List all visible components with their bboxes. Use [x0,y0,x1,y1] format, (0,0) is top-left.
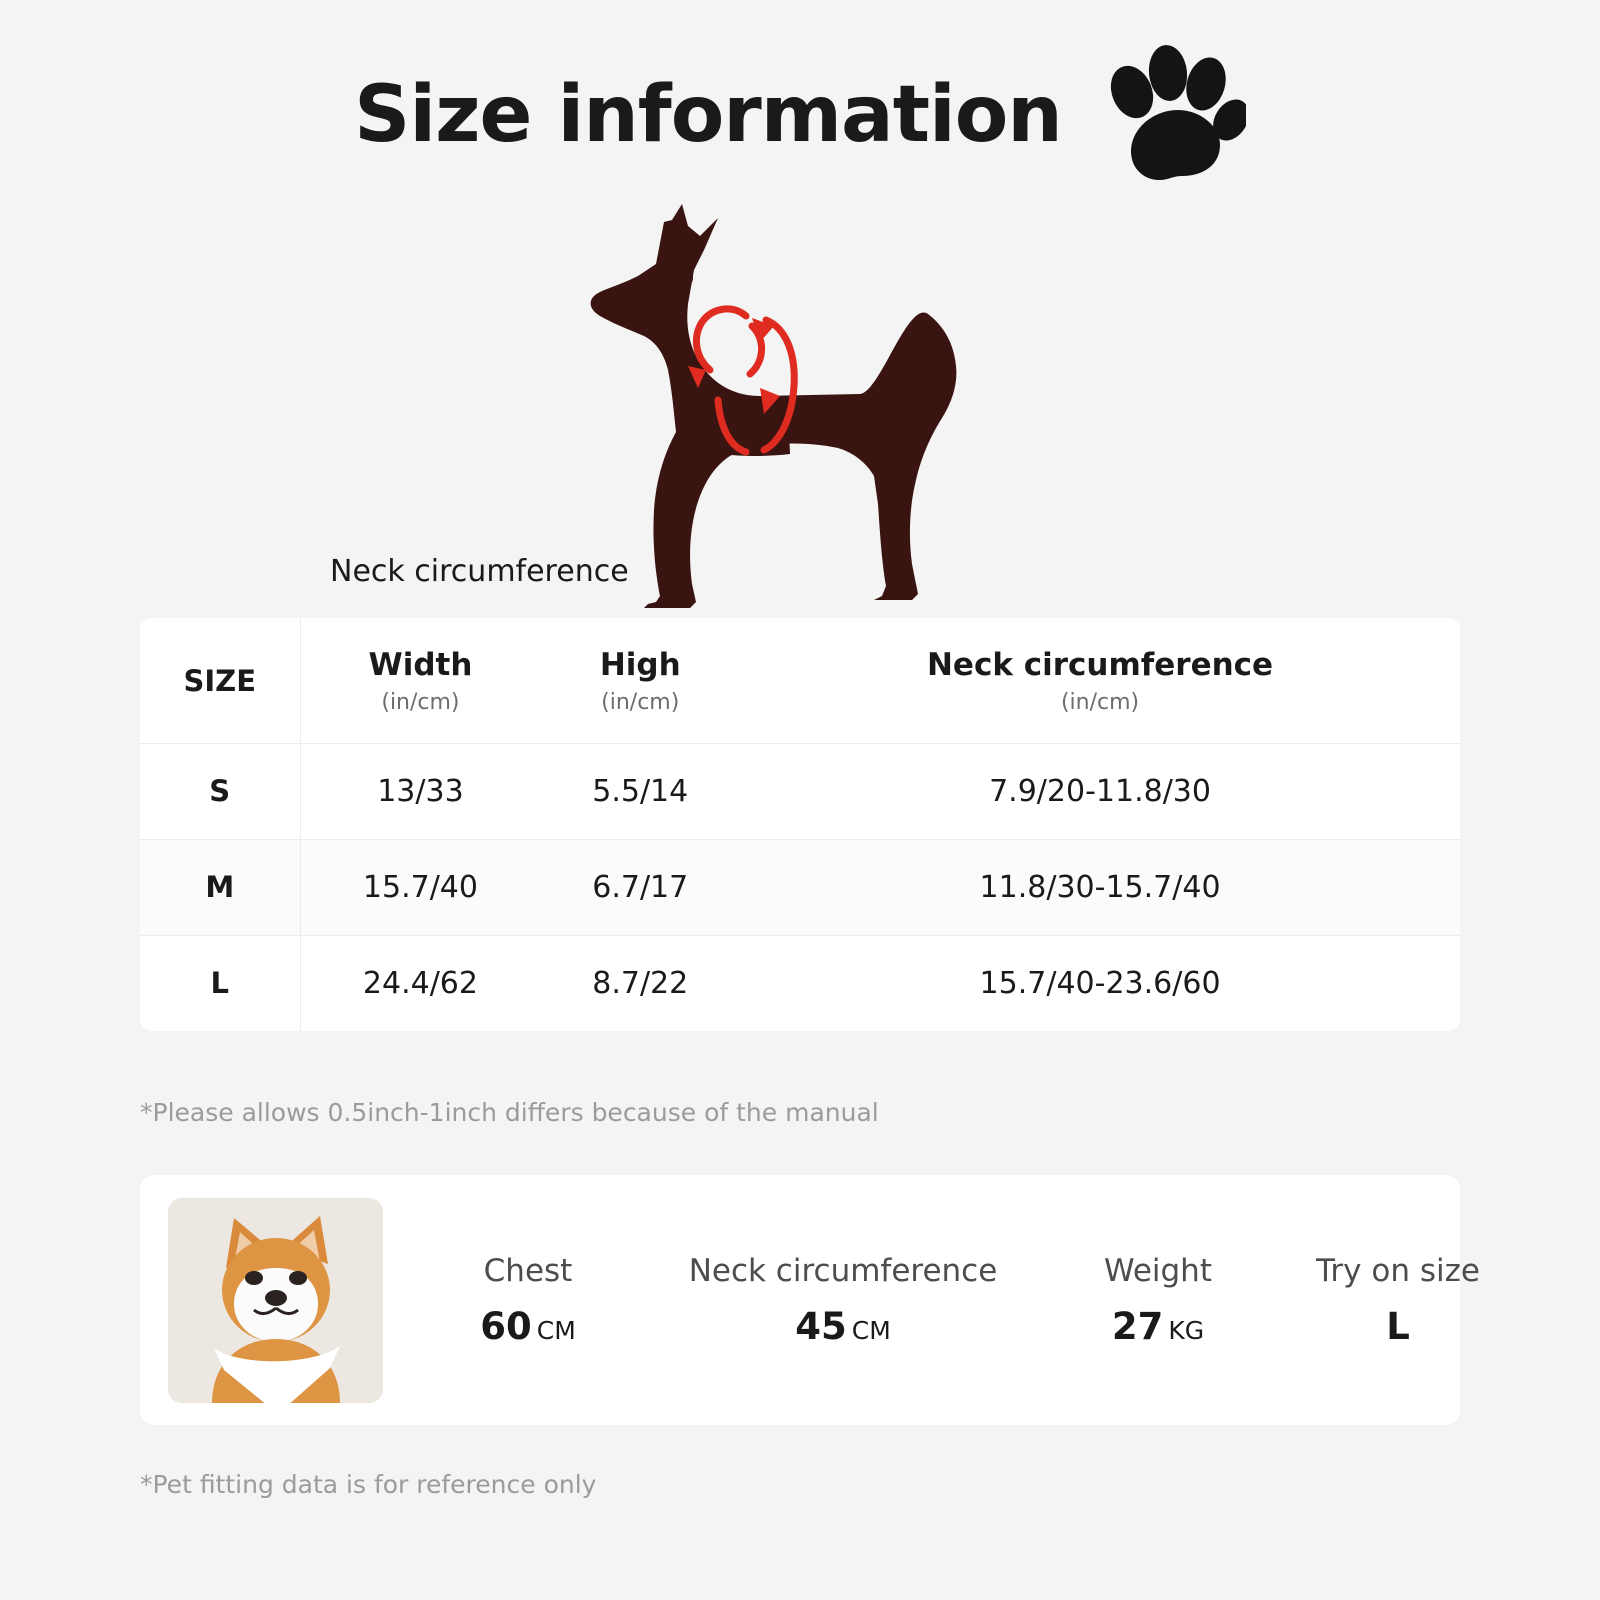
cell-high: 6.7/17 [540,839,740,935]
header-high: High (in/cm) [599,647,681,715]
header [0,0,1600,190]
cell-high: 8.7/22 [540,935,740,1031]
shiba-photo [168,1198,383,1403]
fitting-chest [413,1253,643,1348]
measurement-illustration [0,204,1600,634]
fitting-chest-unit: CM [536,1315,576,1345]
header-size: SIZE [183,664,256,699]
cell-neck: 7.9/20-11.8/30 [740,743,1460,839]
cell-size: S [140,743,300,839]
fitting-weight [1043,1253,1273,1348]
fitting-neck-value: 45 [795,1304,847,1348]
cell-width: 13/33 [300,743,540,839]
manual-measure-note: *Please allows 0.5inch-1inch differs because of the manual [140,1098,879,1127]
paw-icon [1096,40,1246,190]
fitting-reference-note: *Pet fitting data is for reference only [140,1470,597,1499]
header-width: Width (in/cm) [300,618,540,743]
fitting-size-label: Try on size [1316,1252,1480,1289]
fitting-weight-unit: KG [1168,1315,1205,1345]
fitting-try-on-size [1273,1253,1523,1348]
cell-high: 5.5/14 [540,743,740,839]
table-row [140,839,1460,935]
fitting-neck [643,1253,1043,1348]
cell-neck: 15.7/40-23.6/60 [740,935,1460,1031]
page-title: Size information [354,70,1062,160]
neck-circumference-label: Neck circumference [330,554,629,589]
table-header-row [140,618,1460,743]
cell-size: L [140,935,300,1031]
fitting-chest-value: 60 [480,1304,532,1348]
size-table [140,618,1460,1031]
cell-size: M [140,839,300,935]
fitting-chest-label: Chest [483,1252,573,1289]
fitting-weight-value: 27 [1111,1304,1164,1348]
table-row [140,743,1460,839]
pet-fitting-card [140,1175,1480,1425]
fitting-weight-label: Weight [1103,1252,1212,1289]
dog-silhouette-icon [560,204,1060,634]
cell-width: 24.4/62 [300,935,540,1031]
fitting-neck-label: Neck circumference [688,1252,998,1289]
fitting-values [383,1253,1523,1348]
cell-neck: 11.8/30-15.7/40 [740,839,1460,935]
header-neck-circumference: Neck circumference (in/cm) [926,647,1274,715]
fitting-size-value: L [1386,1304,1410,1348]
fitting-neck-unit: CM [851,1315,891,1345]
table-row [140,935,1460,1031]
cell-width: 15.7/40 [300,839,540,935]
